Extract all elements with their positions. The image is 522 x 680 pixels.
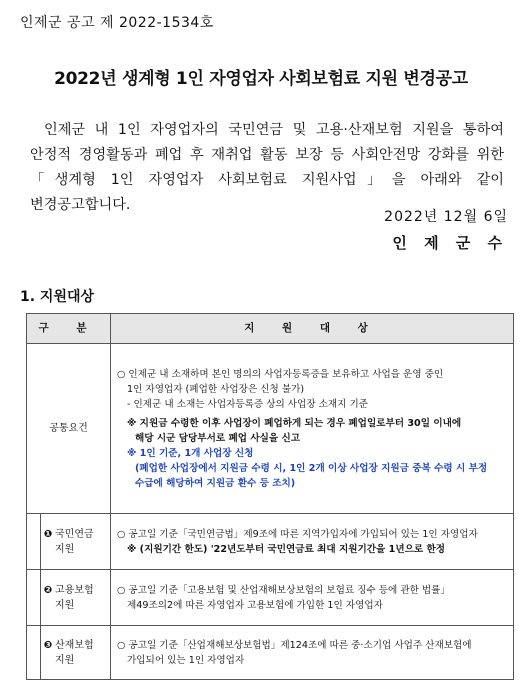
- industrial-number: ❸: [43, 639, 53, 651]
- industrial-content: [111, 626, 514, 680]
- common-line: ○ 인제군 내 소재하며 본인 명의의 사업자등록증을 보유하고 사업을 운영 중인: [117, 368, 444, 380]
- pension-label-line: 지원: [55, 543, 75, 555]
- common-note-blue: 수급에 해당하여 지원금 환수 등 조치): [135, 477, 296, 489]
- employment-line: ○ 공고일 기준「고용보험 및 산업재해보상보험의 보험료 징수 등에 관한 법률」: [117, 584, 451, 596]
- col-header-target: 지 원 대 상: [111, 314, 514, 344]
- table-row-industrial: [27, 626, 514, 680]
- employment-number: ❷: [43, 584, 53, 596]
- pension-note: ※ (지원기간 한도) '22년도부터 국민연금료 최대 지원기간을 1년으로 한정: [127, 543, 446, 555]
- employment-label-line: 지원: [55, 599, 75, 611]
- common-note: ※ 지원금 수령한 이후 사업장이 폐업하게 되는 경우 폐업일로부터 30일 이내에: [127, 417, 462, 429]
- common-label: 공통요건: [27, 344, 111, 514]
- table-row-pension: [27, 514, 514, 570]
- employment-label-line: 고용보험: [55, 584, 94, 596]
- industrial-label: [41, 626, 111, 680]
- common-note-blue: ※ 1인 기준, 1개 사업장 신청: [127, 447, 254, 459]
- industrial-line: ○ 공고일 기준「산업재해보상보험법」제124조에 따른 중·소기업 사업주 산재보험에: [117, 639, 472, 651]
- pension-label: [41, 514, 111, 570]
- common-note-blue: (폐업한 사업장에서 지원금 수령 시, 1인 2개 이상 사업장 지원금 중복 수령 시 부정: [135, 462, 488, 474]
- employment-content: [111, 570, 514, 626]
- common-note: 해당 시군 담당부서로 폐업 사실을 신고: [135, 432, 300, 444]
- common-line: 1인 자영업자 (폐업한 사업장은 신청 불가): [127, 383, 305, 395]
- issuer: 인 제 군 수: [392, 234, 508, 252]
- section-title: 1. 지원대상: [20, 289, 95, 305]
- support-target-table: [26, 313, 514, 680]
- industrial-line: 가입되어 있는 1인 자영업자: [127, 654, 245, 666]
- table-row-employment: [27, 570, 514, 626]
- common-line: - 인제군 내 소재는 사업자등록증 상의 사업장 소재지 기준: [127, 398, 369, 410]
- industrial-label-line: 산재보험: [55, 639, 94, 651]
- col-header-category: 구 분: [27, 314, 111, 344]
- intro-text: [30, 118, 504, 218]
- pension-number: ❶: [43, 528, 53, 540]
- employment-line: 제49조의2에 따른 자영업자 고용보험에 가입한 1인 자영업자: [127, 599, 383, 611]
- industrial-label-line: 지원: [55, 654, 75, 666]
- notice-date: 2022년 12월 6일: [384, 209, 508, 225]
- intro-paragraph: 인제군 내 1인 자영업자의 국민연금 및 고용·산재보험 지원을 통하여 안정적 경영활동과 폐업 후 재취업 활동 보장 등 사회안전망 강화를 위한 「생계형 1인 자영업자 사회보험료 지원사업」을 아래와 같이 변경공고합니다.: [30, 122, 504, 213]
- common-content: [111, 344, 514, 514]
- pension-line: ○ 공고일 기준「국민연금법」제9조에 따른 지역가입자에 가입되어 있는 1인 자영업자: [117, 528, 478, 540]
- notice-number: 인제군 공고 제 2022-1534호: [20, 15, 214, 31]
- table-row-common: [27, 344, 514, 514]
- pension-content: [111, 514, 514, 570]
- page-title: 2022년 생계형 1인 자영업자 사회보험료 지원 변경공고: [54, 69, 468, 89]
- table-header-row: [27, 314, 514, 344]
- pension-label-line: 국민연금: [55, 528, 94, 540]
- employment-label: [41, 570, 111, 626]
